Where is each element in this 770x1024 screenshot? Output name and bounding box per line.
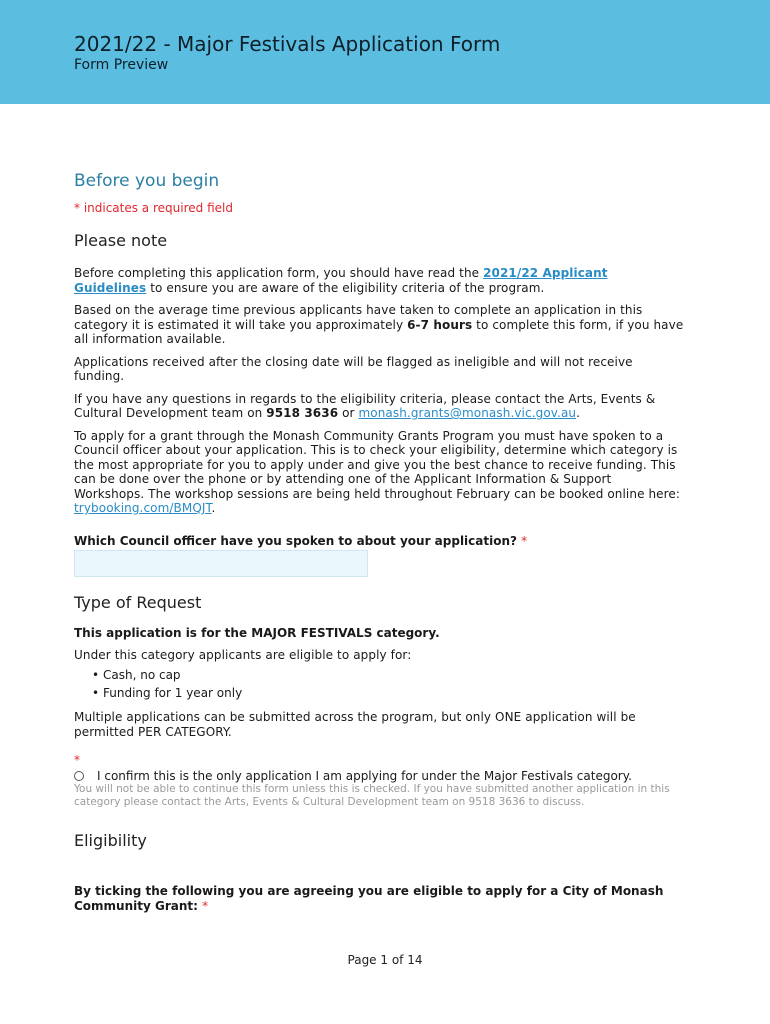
closing-date-paragraph: Applications received after the closing date will be flagged as ineligible and will not receive funding.	[74, 354, 633, 383]
time-estimate-pre: Based on the average time previous applicants have taken to complete an application in this category it is estimated it will take you approximately	[74, 303, 643, 332]
confirm-required-star: *	[74, 753, 80, 767]
eligible-intro: Under this category applicants are eligible to apply for:	[74, 647, 412, 662]
required-field-note: * indicates a required field	[74, 201, 233, 215]
required-star: *	[521, 533, 528, 548]
page-indicator: Page 1 of 14	[347, 953, 423, 967]
multiple-applications-note: Multiple applications can be submitted across the program, but only ONE application will be permitted PER CATEGORY.	[74, 710, 636, 739]
eligibility-heading: Eligibility	[74, 831, 147, 850]
contact-text-post: .	[576, 406, 581, 420]
guidelines-text-pre: Before completing this application form, you should have read the	[74, 266, 484, 280]
contact-phone: 9518 3636	[266, 406, 339, 420]
section-heading-before: Before you begin	[74, 171, 220, 191]
form-header	[0, 0, 770, 104]
contact-text-mid: or	[338, 406, 359, 420]
list-item	[74, 666, 684, 684]
eligibility-question-text: By ticking the following you are agreeing you are eligible to apply for a City of Monash Community Grant:	[74, 884, 664, 913]
guidelines-paragraph	[74, 266, 684, 295]
council-officer-text-post: .	[211, 501, 216, 515]
time-estimate-paragraph	[74, 303, 684, 347]
list-item	[74, 684, 684, 702]
category-statement: This application is for the MAJOR FESTIVALS category.	[74, 625, 440, 640]
confirm-label[interactable]: I confirm this is the only application I am applying for under the Major Festivals category.	[97, 769, 632, 783]
confirm-option[interactable]	[74, 769, 684, 783]
bullet-icon: •	[92, 668, 100, 682]
trybooking-link[interactable]: trybooking.com/BMQJT	[74, 501, 212, 515]
confirm-radio[interactable]	[74, 771, 84, 781]
form-title: 2021/22 - Major Festivals Application Form	[74, 32, 501, 56]
list-item-text: Cash, no cap	[103, 668, 181, 682]
guidelines-link[interactable]: 2021/22 Applicant Guidelines	[74, 266, 608, 295]
type-of-request-heading: Type of Request	[74, 592, 202, 612]
time-estimate-hours: 6-7 hours	[407, 317, 473, 332]
bullet-icon: •	[92, 686, 100, 700]
form-subtitle: Form Preview	[74, 57, 169, 73]
time-estimate-post: to complete this form, if you have all information available.	[74, 317, 684, 346]
guidelines-text-post: to ensure you are aware of the eligibility criteria of the program.	[146, 280, 545, 295]
contact-paragraph	[74, 392, 684, 421]
required-star: *	[202, 899, 209, 913]
council-officer-text: To apply for a grant through the Monash Community Grants Program you must have spoken to a Council officer about your application. This is to check your eligibility, determine which category is the most appropriate for you to apply under and give you the best chance to receive funding. This can be done over the phone or by attending one of the Applicant Information & Support Workshops. The workshop sessions are being held throughout February can be booked online here:	[74, 428, 681, 501]
contact-email-link[interactable]: monash.grants@monash.vic.gov.au	[358, 406, 577, 420]
please-note-heading: Please note	[74, 231, 168, 250]
officer-question-text: Which Council officer have you spoken to about your application?	[74, 533, 517, 548]
list-item-text: Funding for 1 year only	[103, 686, 243, 700]
council-officer-paragraph	[74, 429, 684, 516]
officer-question-label	[74, 534, 684, 548]
officer-name-input[interactable]	[74, 550, 368, 577]
contact-text-pre: If you have any questions in regards to the eligibility criteria, please contact the Arts, Events & Cultural Development team on	[74, 391, 656, 420]
eligible-list	[74, 666, 684, 702]
confirm-help-text: You will not be able to continue this form unless this is checked. If you have submitted another application in this category please contact the Arts, Events & Cultural Development team on 9518 3636 to discuss.	[74, 783, 670, 808]
eligibility-question	[74, 884, 684, 914]
form-content	[74, 171, 684, 914]
